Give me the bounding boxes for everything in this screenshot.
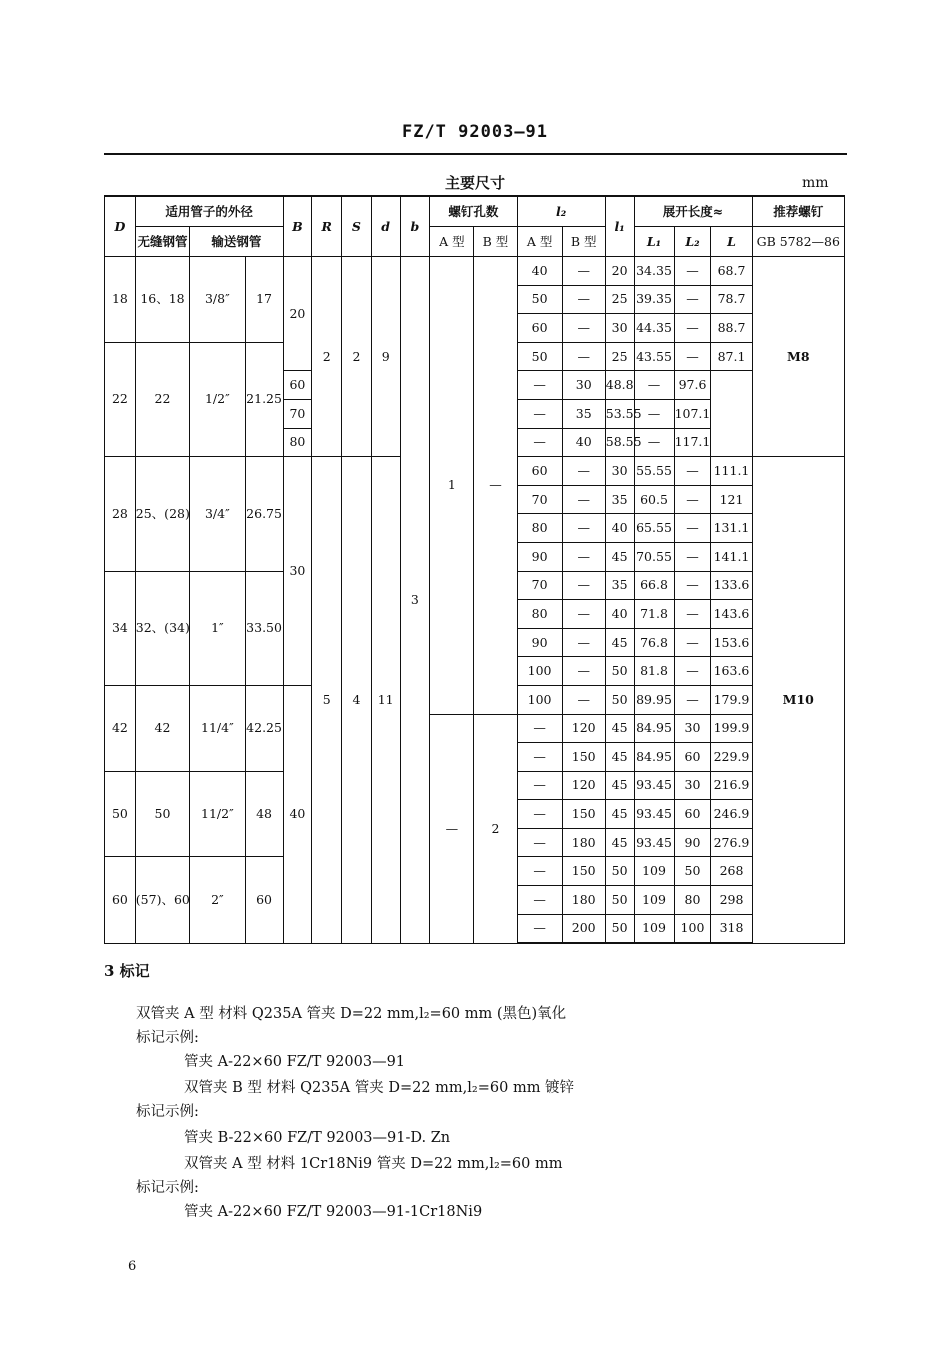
cell-L: 107.1 (674, 399, 711, 428)
cell-l2-a: 70 (517, 485, 562, 514)
cell-L2: — (674, 542, 711, 571)
cell-l2-a: 100 (517, 685, 562, 714)
cell-l1: 35 (562, 399, 605, 428)
cell-L1: 70.55 (634, 542, 674, 571)
col-header-R: R (312, 196, 342, 257)
cell-transport-size: 60 (245, 857, 283, 943)
cell-L1: 93.45 (634, 771, 674, 800)
cell-l2-a: 60 (517, 457, 562, 486)
col-header-L2: L₂ (674, 227, 711, 257)
col-header-B: B (283, 196, 312, 257)
cell-transport-size: 42.25 (245, 685, 283, 771)
col-header-D: D (105, 196, 136, 257)
cell-l2-a: 80 (283, 428, 312, 457)
cell-L: 216.9 (711, 771, 752, 800)
cell-L: 97.6 (674, 371, 711, 400)
cell-l2-b: — (562, 314, 605, 343)
cell-L2: 100 (674, 914, 711, 943)
cell-L: 87.1 (711, 342, 752, 371)
cell-l2-a: 80 (517, 514, 562, 543)
cell-d: 9 (371, 257, 400, 457)
cell-L: 143.6 (711, 600, 752, 629)
cell-L2: — (634, 371, 674, 400)
cell-l2-a: — (517, 743, 562, 772)
cell-l2-b: 150 (562, 743, 605, 772)
cell-l1: 25 (605, 342, 634, 371)
cell-l1: 50 (605, 685, 634, 714)
col-header-screw: 推荐螺钉 (752, 196, 844, 227)
cell-l1: 45 (605, 800, 634, 829)
cell-l1: 45 (605, 828, 634, 857)
cell-seamless: 32、(34) (135, 571, 189, 685)
cell-L2: 80 (674, 886, 711, 915)
cell-d: 11 (371, 457, 400, 944)
cell-L2: 90 (674, 828, 711, 857)
cell-transport-size: 26.75 (245, 457, 283, 571)
cell-L: 318 (711, 914, 752, 943)
cell-l2-b: — (562, 285, 605, 314)
cell-l2-b: — (562, 628, 605, 657)
cell-L: 68.7 (711, 257, 752, 286)
dimension-table (104, 195, 845, 944)
cell-b: 3 (400, 257, 430, 944)
standard-header: FZ/T 92003—91 (401, 122, 549, 142)
cell-transport: 1″ (190, 571, 245, 685)
cell-L2: 60 (674, 743, 711, 772)
cell-l2-a: — (517, 714, 562, 743)
cell-l1: 45 (605, 714, 634, 743)
col-header-b: b (400, 196, 430, 257)
cell-D: 28 (105, 457, 136, 571)
cell-seamless: 42 (135, 685, 189, 771)
cell-l1: 40 (605, 514, 634, 543)
cell-l2-a: — (517, 914, 562, 943)
marking-line: 管夹 A-22×60 FZ/T 92003—91 (184, 1054, 406, 1070)
cell-D: 60 (105, 857, 136, 943)
cell-l2-b: — (562, 485, 605, 514)
cell-L: 153.6 (711, 628, 752, 657)
cell-l2-a: 50 (517, 285, 562, 314)
cell-l2-a: 80 (517, 600, 562, 629)
cell-L2: — (674, 314, 711, 343)
table-row (105, 257, 845, 286)
cell-transport: 1/2″ (190, 342, 245, 456)
cell-R: 2 (312, 257, 342, 457)
col-header-holes-b: B 型 (474, 227, 517, 257)
cell-l2-b: — (562, 600, 605, 629)
page-number: 6 (128, 1259, 137, 1274)
cell-transport-size: 17 (245, 257, 283, 343)
cell-l2-b: — (562, 257, 605, 286)
cell-holes-b: — (474, 257, 517, 715)
cell-L1: 39.35 (634, 285, 674, 314)
cell-l2-a: 70 (283, 399, 312, 428)
marking-line: 管夹 B-22×60 FZ/T 92003—91-D. Zn (184, 1130, 451, 1146)
cell-L: 141.1 (711, 542, 752, 571)
cell-L1: 66.8 (634, 571, 674, 600)
cell-l2-a: 90 (517, 542, 562, 571)
cell-l1: 25 (605, 285, 634, 314)
cell-l2-b: 180 (562, 828, 605, 857)
example-label: 标记示例: (136, 1030, 199, 1046)
unit-label: mm (802, 175, 829, 191)
cell-L2: — (674, 485, 711, 514)
marking-line: 双管夹 B 型 材料 Q235A 管夹 D=22 mm,l₂=60 mm 镀锌 (184, 1080, 575, 1096)
table-body (105, 196, 845, 943)
cell-l2-b: — (517, 399, 562, 428)
cell-l2-a: — (517, 857, 562, 886)
cell-l2-b: — (562, 542, 605, 571)
cell-holes-b: 2 (474, 714, 517, 943)
cell-l1: 20 (605, 257, 634, 286)
marking-line: 双管夹 A 型 材料 Q235A 管夹 D=22 mm,l₂=60 mm (黑色)氧化 (136, 1006, 567, 1022)
cell-l1: 30 (562, 371, 605, 400)
example-label: 标记示例: (136, 1180, 199, 1196)
col-header-seamless: 无缝钢管 (135, 227, 189, 257)
section-heading: 3 标记 (104, 962, 150, 980)
col-header-S: S (342, 196, 372, 257)
col-header-l2: l₂ (517, 196, 605, 227)
cell-transport: 3/8″ (190, 257, 245, 343)
cell-l2-b: — (562, 657, 605, 686)
cell-l2-a: — (517, 828, 562, 857)
cell-B: 40 (283, 685, 312, 943)
cell-l1: 45 (605, 628, 634, 657)
cell-seamless: (57)、60 (135, 857, 189, 943)
cell-seamless: 25、(28) (135, 457, 189, 571)
cell-L2: — (634, 428, 674, 457)
cell-l1: 35 (605, 485, 634, 514)
cell-L2: — (674, 600, 711, 629)
cell-L2: 30 (674, 714, 711, 743)
cell-l2-a: 50 (517, 342, 562, 371)
cell-l1: 45 (605, 771, 634, 800)
cell-L2: — (674, 685, 711, 714)
cell-l1: 50 (605, 657, 634, 686)
cell-L: 298 (711, 886, 752, 915)
cell-L2: — (674, 571, 711, 600)
cell-S: 2 (342, 257, 372, 457)
cell-L: 179.9 (711, 685, 752, 714)
cell-l2-a: 60 (517, 314, 562, 343)
cell-seamless: 22 (135, 342, 189, 456)
cell-l2-a: 100 (517, 657, 562, 686)
cell-l2-a: 70 (517, 571, 562, 600)
cell-l1: 30 (605, 314, 634, 343)
cell-R: 5 (312, 457, 342, 944)
cell-L1: 55.55 (634, 457, 674, 486)
cell-L: 117.1 (674, 428, 711, 457)
cell-L1: 84.95 (634, 714, 674, 743)
cell-l1: 40 (562, 428, 605, 457)
cell-l2-a: 40 (517, 257, 562, 286)
col-header-l1: l₁ (605, 196, 634, 257)
cell-S: 4 (342, 457, 372, 944)
cell-L1: 109 (634, 914, 674, 943)
cell-l2-b: — (517, 428, 562, 457)
cell-l2-a: — (517, 886, 562, 915)
cell-L: 111.1 (711, 457, 752, 486)
col-header-l2-a: A 型 (517, 227, 562, 257)
header-rule (104, 153, 847, 155)
cell-L2: — (674, 257, 711, 286)
cell-L1: 84.95 (634, 743, 674, 772)
cell-L1: 81.8 (634, 657, 674, 686)
cell-transport-size: 33.50 (245, 571, 283, 685)
col-header-holes-a: A 型 (430, 227, 474, 257)
cell-L1: 44.35 (634, 314, 674, 343)
col-header-d: d (371, 196, 400, 257)
cell-L1: 53.55 (605, 399, 634, 428)
cell-l2-a: — (517, 771, 562, 800)
cell-holes-a: — (430, 714, 474, 943)
cell-L: 268 (711, 857, 752, 886)
cell-transport-size: 48 (245, 771, 283, 857)
cell-l1: 50 (605, 886, 634, 915)
cell-L1: 109 (634, 886, 674, 915)
cell-l1: 50 (605, 914, 634, 943)
cell-L1: 34.35 (634, 257, 674, 286)
cell-L1: 71.8 (634, 600, 674, 629)
cell-l2-b: — (562, 571, 605, 600)
cell-l1: 45 (605, 542, 634, 571)
cell-D: 50 (105, 771, 136, 857)
cell-l2-b: 120 (562, 714, 605, 743)
example-label: 标记示例: (136, 1104, 199, 1120)
marking-line: 管夹 A-22×60 FZ/T 92003—91-1Cr18Ni9 (184, 1204, 483, 1220)
cell-L2: — (674, 628, 711, 657)
cell-L1: 109 (634, 857, 674, 886)
col-header-transport: 输送钢管 (190, 227, 283, 257)
cell-L: 276.9 (711, 828, 752, 857)
cell-l2-b: — (517, 371, 562, 400)
cell-screw: M8 (752, 257, 844, 457)
cell-B: 20 (283, 257, 312, 371)
cell-l1: 40 (605, 600, 634, 629)
cell-D: 42 (105, 685, 136, 771)
cell-L2: 60 (674, 800, 711, 829)
cell-L2: — (674, 285, 711, 314)
cell-L2: — (674, 514, 711, 543)
cell-D: 18 (105, 257, 136, 343)
col-header-L1: L₁ (634, 227, 674, 257)
col-header-l2-b: B 型 (562, 227, 605, 257)
cell-l1: 35 (605, 571, 634, 600)
col-header-expand: 展开长度≈ (634, 196, 752, 227)
cell-L2: — (674, 457, 711, 486)
cell-screw: M10 (752, 457, 844, 944)
cell-L: 163.6 (711, 657, 752, 686)
col-header-od-group: 适用管子的外径 (135, 196, 283, 227)
cell-L1: 48.8 (605, 371, 634, 400)
col-header-holes: 螺钉孔数 (430, 196, 517, 227)
cell-l2-b: — (562, 457, 605, 486)
cell-L1: 93.45 (634, 800, 674, 829)
cell-L1: 58.55 (605, 428, 634, 457)
cell-l2-b: 120 (562, 771, 605, 800)
cell-l2-a: 90 (517, 628, 562, 657)
cell-L: 229.9 (711, 743, 752, 772)
cell-L: 199.9 (711, 714, 752, 743)
cell-l2-b: 150 (562, 800, 605, 829)
cell-l2-a: 60 (283, 371, 312, 400)
cell-l1: 45 (605, 743, 634, 772)
cell-transport-size: 21.25 (245, 342, 283, 456)
cell-transport: 2″ (190, 857, 245, 943)
cell-L2: — (674, 342, 711, 371)
cell-L1: 76.8 (634, 628, 674, 657)
cell-L: 131.1 (711, 514, 752, 543)
cell-transport: 11/2″ (190, 771, 245, 857)
cell-D: 34 (105, 571, 136, 685)
cell-transport: 3/4″ (190, 457, 245, 571)
cell-L: 133.6 (711, 571, 752, 600)
cell-seamless: 16、18 (135, 257, 189, 343)
cell-l2-b: 180 (562, 886, 605, 915)
marking-line: 双管夹 A 型 材料 1Cr18Ni9 管夹 D=22 mm,l₂=60 mm (184, 1156, 563, 1172)
col-header-screw-std: GB 5782—86 (752, 227, 844, 257)
header-row (105, 196, 845, 227)
cell-l2-b: — (562, 685, 605, 714)
cell-L1: 89.95 (634, 685, 674, 714)
cell-l2-a: — (517, 800, 562, 829)
cell-L: 121 (711, 485, 752, 514)
cell-l2-b: 150 (562, 857, 605, 886)
cell-L1: 65.55 (634, 514, 674, 543)
cell-L: 78.7 (711, 285, 752, 314)
header-row (105, 227, 845, 257)
cell-seamless: 50 (135, 771, 189, 857)
cell-l1: 30 (605, 457, 634, 486)
cell-L2: 50 (674, 857, 711, 886)
cell-D: 22 (105, 342, 136, 456)
cell-L: 246.9 (711, 800, 752, 829)
cell-L1: 93.45 (634, 828, 674, 857)
cell-L1: 43.55 (634, 342, 674, 371)
cell-L: 88.7 (711, 314, 752, 343)
cell-B: 30 (283, 457, 312, 686)
cell-L2: — (674, 657, 711, 686)
cell-l2-b: — (562, 342, 605, 371)
cell-l2-b: 200 (562, 914, 605, 943)
cell-L2: 30 (674, 771, 711, 800)
cell-L2: — (634, 399, 674, 428)
col-header-L: L (711, 227, 752, 257)
cell-L1: 60.5 (634, 485, 674, 514)
table-title: 主要尺寸 (444, 174, 505, 192)
cell-l2-b: — (562, 514, 605, 543)
cell-holes-a: 1 (430, 257, 474, 715)
cell-transport: 11/4″ (190, 685, 245, 771)
cell-l1: 50 (605, 857, 634, 886)
